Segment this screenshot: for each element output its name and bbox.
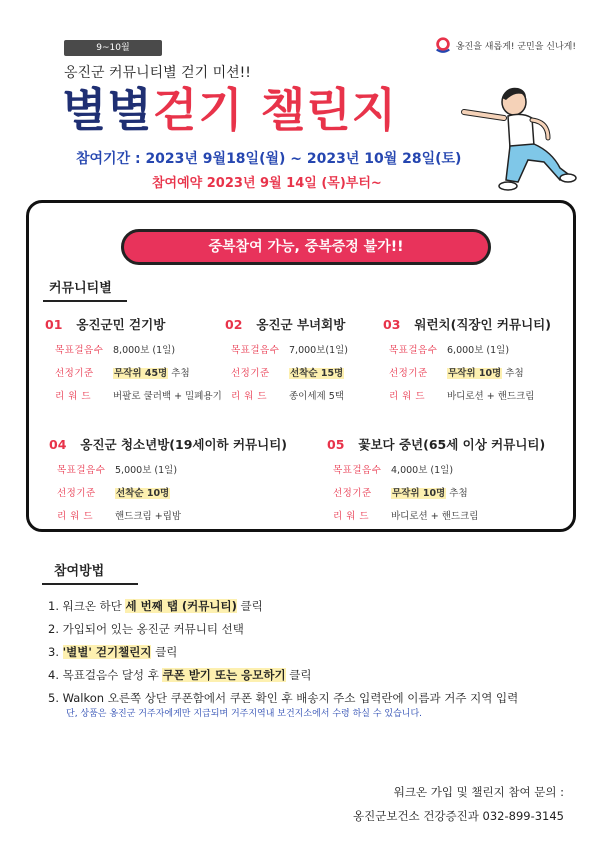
- community-number: 03: [383, 317, 401, 332]
- duplicate-notice-pill: 중복참여 가능, 중복증정 불가!!: [121, 229, 491, 265]
- community-title: [327, 435, 545, 453]
- goal-label: 목표걸음수: [333, 465, 382, 476]
- criteria-rest: 추첨: [502, 368, 524, 379]
- reward-label: 리 워 드: [333, 511, 370, 522]
- criteria-label: 선정기준: [389, 368, 428, 379]
- subtitle: 옹진군 커뮤니티별 걷기 미션!!: [64, 65, 251, 81]
- title-part1: 별별: [62, 83, 153, 137]
- criteria-rest: 추첨: [168, 368, 190, 379]
- step-item: 3. '별별' 걷기챌린지 클릭: [48, 645, 178, 659]
- community-title: [45, 315, 222, 333]
- criteria-highlight: 무작위 10명: [448, 368, 502, 379]
- contact-info: [353, 780, 564, 828]
- community-card: [26, 200, 576, 532]
- community-name: 옹진군 부녀회방: [256, 317, 346, 332]
- community-item: [225, 315, 348, 402]
- participation-steps: [48, 598, 518, 713]
- goal-label: 목표걸음수: [231, 345, 280, 356]
- reservation-date: 참여예약 2023년 9월 14일 (목)부터~: [152, 176, 382, 191]
- ongjin-logo-icon: [434, 36, 452, 54]
- reward-label: 리 워 드: [57, 511, 94, 522]
- community-section-underline: [43, 300, 127, 302]
- community-item: [49, 435, 287, 522]
- criteria-highlight: 선착순 15명: [290, 368, 344, 379]
- community-name: 옹진군 청소년방(19세이하 커뮤니티): [80, 437, 287, 452]
- method-section-underline: [42, 583, 138, 585]
- step-item: 1. 워크온 하단 세 번째 탭 (커뮤니티) 클릭: [48, 599, 263, 613]
- criteria-highlight: 무작위 45명: [114, 368, 168, 379]
- goal-label: 목표걸음수: [55, 345, 104, 356]
- reward-label: 리 워 드: [231, 391, 268, 402]
- main-title: [62, 82, 397, 138]
- title-part2: 걷기 챌린지: [152, 83, 398, 137]
- community-name: 워런치(직장인 커뮤니티): [414, 317, 551, 332]
- step-item: 4. 목표걸음수 달성 후 쿠폰 받기 또는 응모하기 클릭: [48, 668, 312, 682]
- walking-character-illustration: [456, 82, 578, 192]
- community-item: [45, 315, 222, 402]
- criteria-label: 선정기준: [55, 368, 94, 379]
- community-number: 05: [327, 437, 345, 452]
- criteria-rest: 추첨: [446, 488, 468, 499]
- criteria-label: 선정기준: [333, 488, 372, 499]
- community-title: [49, 435, 287, 453]
- reward-value: 종이세제 5택: [289, 391, 344, 402]
- criteria-label: 선정기준: [231, 368, 270, 379]
- participation-period: 참여기간 : 2023년 9월18일(월) ~ 2023년 10월 28일(토): [76, 151, 462, 167]
- step-item: 5. Walkon 오른쪽 상단 쿠폰함에서 쿠폰 확인 후 배송지 주소 입력란에 이름과 거주 지역 입력: [48, 691, 519, 705]
- eligibility-note: 단, 상품은 옹진군 거주자에게만 지급되며 거주지역내 보건지소에서 수령 하실 수 있습니다.: [66, 709, 423, 719]
- criteria-highlight: 선착순 10명: [116, 488, 170, 499]
- community-title: [383, 315, 551, 333]
- goal-value: 5,000보 (1일): [115, 465, 178, 476]
- step-item: 2. 가입되어 있는 옹진군 커뮤니티 선택: [48, 622, 244, 636]
- community-number: 01: [45, 317, 63, 332]
- reward-label: 리 워 드: [55, 391, 92, 402]
- goal-value: 6,000보 (1일): [447, 345, 510, 356]
- criteria-label: 선정기준: [57, 488, 96, 499]
- reward-value: 핸드크림 +립밤: [115, 511, 182, 522]
- community-item: [383, 315, 551, 402]
- reward-value: 바디로션 + 핸드크림: [447, 391, 535, 402]
- community-number: 04: [49, 437, 67, 452]
- reward-value: 버팔로 쿨러백 + 밀폐용기: [113, 391, 222, 402]
- period-badge: 9~10월: [64, 40, 162, 56]
- logo: [434, 36, 576, 54]
- method-section-title: 참여방법: [54, 564, 105, 579]
- community-title: [225, 315, 348, 333]
- reward-value: 바디로션 + 핸드크림: [391, 511, 479, 522]
- community-name: 옹진군민 걷기방: [76, 317, 166, 332]
- reward-label: 리 워 드: [389, 391, 426, 402]
- goal-value: 8,000보 (1일): [113, 345, 176, 356]
- community-name: 꽃보다 중년(65세 이상 커뮤니티): [358, 437, 546, 452]
- criteria-highlight: 무작위 10명: [392, 488, 446, 499]
- contact-line1: 워크온 가입 및 챌린지 참여 문의 :: [393, 785, 564, 799]
- goal-value: 7,000보(1일): [289, 345, 349, 356]
- goal-value: 4,000보 (1일): [391, 465, 454, 476]
- community-section-title: 커뮤니티별: [49, 281, 112, 296]
- logo-text: 옹진을 새롭게! 군민을 신나게!: [455, 41, 576, 52]
- goal-label: 목표걸음수: [389, 345, 438, 356]
- community-number: 02: [225, 317, 243, 332]
- contact-line2: 옹진군보건소 건강증진과 032-899-3145: [353, 809, 564, 823]
- community-item: [327, 435, 545, 522]
- goal-label: 목표걸음수: [57, 465, 106, 476]
